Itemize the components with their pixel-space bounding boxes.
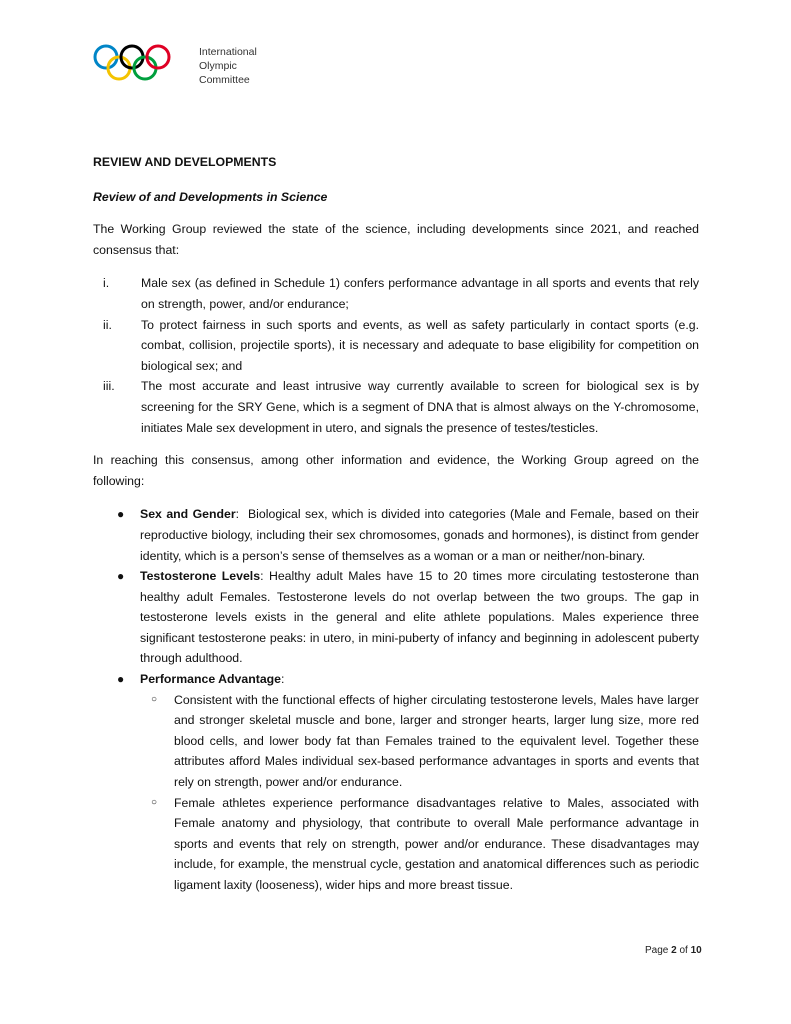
finding-item (93, 669, 699, 896)
finding-separator: : (235, 507, 248, 522)
hollow-bullet-icon: ○ (151, 796, 158, 808)
page-number (645, 945, 702, 956)
page-total: 10 (690, 945, 702, 956)
sub-item-text: Female athletes experience performance disadvantages relative to Males, associated with Female anatomy and physiology, that contribute to overall Male performance advantage in sports and events that rely on strength, power and/or endurance. These disadvantages may include, for example, the menstrual cycle, gestation and anatomical differences such as periodic ligament laxity (looseness), wider hips and more breast tissue. (174, 795, 699, 892)
consensus-item (93, 273, 699, 314)
agreement-paragraph: In reaching this consensus, among other information and evidence, the Working Group agreed on the following: (93, 453, 699, 488)
finding-text: Healthy adult Males have 15 to 20 times more circulating testosterone than healthy adult Females. Testosterone levels do not overlap between the two groups. The gap in testosterone levels exists in the general and elite athlete populations. Males experience three significant testosterone peaks: in utero, in mini-puberty of infancy and beginning in adolescent puberty through adulthood. (140, 569, 699, 666)
finding-label: Sex and Gender (140, 507, 236, 522)
item-number: i. (103, 276, 110, 291)
performance-sublist (140, 690, 699, 896)
item-text: The most accurate and least intrusive way currently available to screen for biological sex is by screening for the SRY Gene, which is a segment of DNA that is almost always on the Y-chromosome, initiates Male sex development in utero, and signals the presence of testes/testicles. (141, 379, 699, 435)
organization-name (199, 45, 257, 87)
item-text: To protect fairness in such sports and events, as well as safety particularly in contact sports (e.g. combat, collision, projectile sports), it is necessary and adequate to base eligibility for competition on biological sex; and (141, 317, 699, 373)
page-of: of (676, 945, 691, 956)
bullet-icon: ● (117, 507, 125, 522)
page-current: 2 (671, 945, 677, 956)
finding-separator: : (260, 569, 269, 584)
org-name-line: International (199, 46, 257, 58)
item-number: iii. (103, 379, 115, 394)
findings-list (93, 504, 699, 895)
bullet-icon: ● (117, 672, 125, 687)
page-prefix: Page (645, 945, 672, 956)
ioc-logo (93, 44, 257, 87)
finding-item (93, 504, 699, 566)
sub-item (140, 690, 699, 793)
finding-label: Testosterone Levels (140, 569, 261, 584)
consensus-item (93, 376, 699, 438)
hollow-bullet-icon: ○ (151, 693, 158, 705)
finding-label: Performance Advantage (140, 672, 282, 687)
bullet-icon: ● (117, 569, 125, 584)
document-body (93, 152, 699, 896)
finding-item (93, 566, 699, 669)
section-title: REVIEW AND DEVELOPMENTS (93, 155, 277, 169)
org-name-line: Olympic (199, 60, 237, 72)
consensus-item (93, 315, 699, 377)
finding-separator: : (281, 672, 285, 687)
olympic-rings-icon (93, 44, 171, 84)
sub-item-text: Consistent with the functional effects of higher circulating testosterone levels, Males have larger and stronger skeletal muscle and bone, larger and stronger hearts, larger lung size, more red blood cells, and lower body fat than Females trained to the equivalent level. Together these attributes afford Males individual sex-based performance advantages in sports and events that rely on strength, power and/or endurance. (174, 692, 699, 790)
intro-paragraph: The Working Group reviewed the state of the science, including developments since 2021, and reached consensus that: (93, 222, 699, 257)
sub-item (140, 793, 699, 896)
subsection-title: Review of and Developments in Science (93, 189, 328, 204)
item-text: Male sex (as defined in Schedule 1) confers performance advantage in all sports and events that rely on strength, power, and/or endurance; (141, 276, 699, 311)
finding-text: Biological sex, which is divided into categories (Male and Female, based on their reproductive biology, including their sex chromosomes, gonads and hormones), is distinct from gender identity, which is a person’s sense of themselves as a woman or a man or neither/non-binary. (140, 507, 700, 563)
consensus-list (93, 273, 699, 438)
item-number: ii. (103, 317, 112, 332)
org-name-line: Committee (199, 74, 250, 86)
